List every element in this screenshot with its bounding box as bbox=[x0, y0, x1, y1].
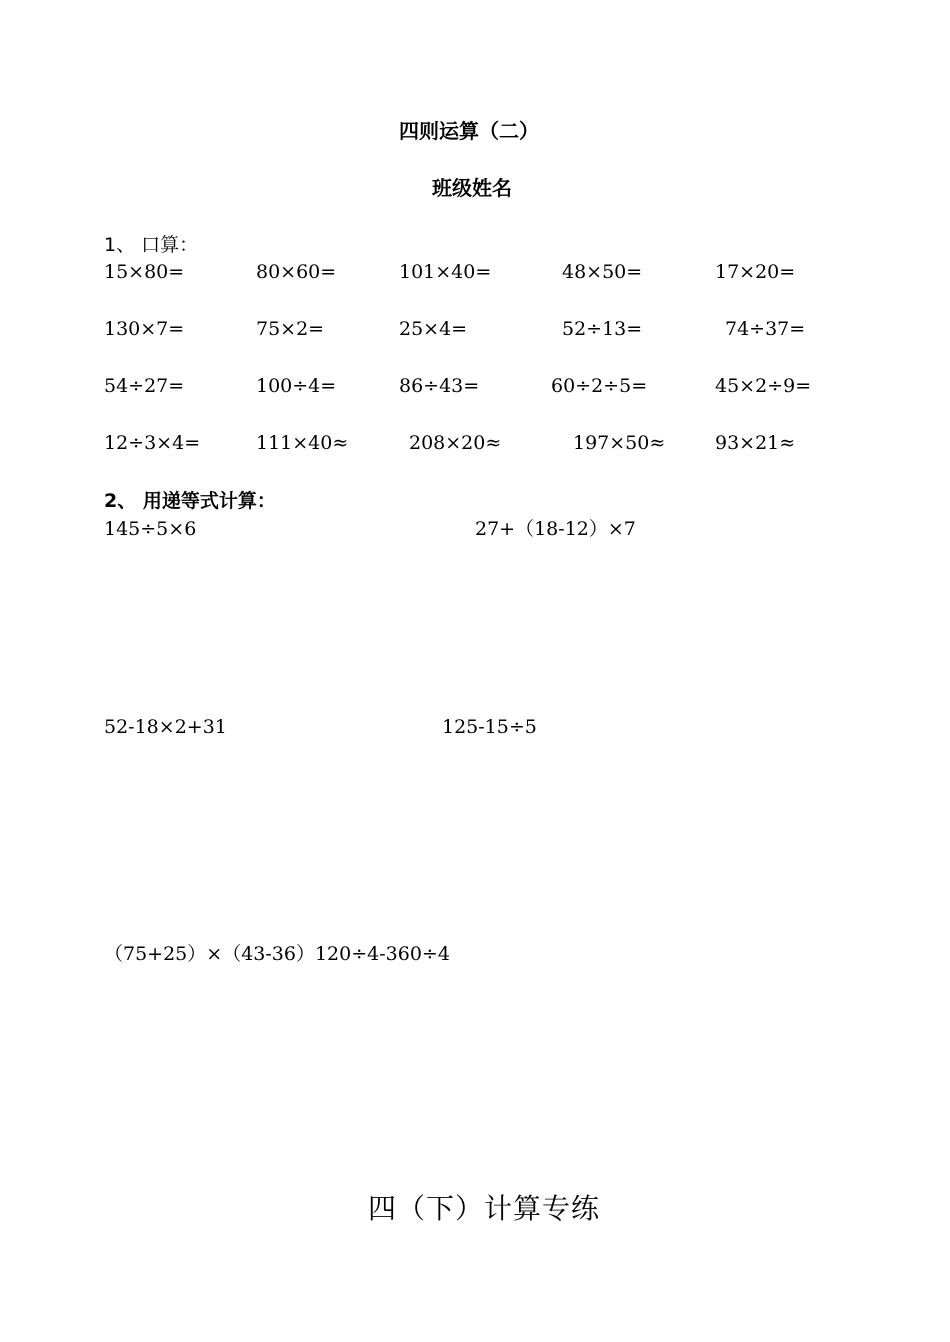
mental-math-item: 12÷3×4= bbox=[104, 432, 201, 454]
mental-math-item: 111×40≈ bbox=[256, 432, 349, 454]
mental-math-item: 93×21≈ bbox=[715, 432, 796, 454]
mental-math-item: 197×50≈ bbox=[573, 432, 666, 454]
footer-title: 四（下）计算专练 bbox=[368, 1192, 601, 1225]
mental-math-item: 86÷43= bbox=[399, 375, 480, 397]
stepwise-problem: 125-15÷5 bbox=[442, 716, 537, 738]
mental-math-item: 101×40= bbox=[399, 261, 492, 283]
mental-math-item: 75×2= bbox=[256, 318, 325, 340]
mental-math-item: 60÷2÷5= bbox=[551, 375, 648, 397]
mental-math-item: 74÷37= bbox=[725, 318, 806, 340]
section-2-heading: 2、 用递等式计算： bbox=[104, 490, 276, 512]
mental-math-item: 48×50= bbox=[562, 261, 643, 283]
class-name-label: 班级姓名 bbox=[432, 176, 512, 200]
mental-math-item: 25×4= bbox=[399, 318, 468, 340]
mental-math-item: 80×60= bbox=[256, 261, 337, 283]
stepwise-problem: 52-18×2+31 bbox=[104, 716, 227, 738]
mental-math-item: 45×2÷9= bbox=[715, 375, 812, 397]
mental-math-item: 100÷4= bbox=[256, 375, 337, 397]
mental-math-item: 208×20≈ bbox=[409, 432, 502, 454]
mental-math-item: 17×20= bbox=[715, 261, 796, 283]
stepwise-problem: 145÷5×6 bbox=[104, 518, 197, 540]
mental-math-item: 15×80= bbox=[104, 261, 185, 283]
section-1-heading: 1、 口算： bbox=[104, 234, 199, 256]
mental-math-item: 130×7= bbox=[104, 318, 185, 340]
stepwise-problem: 27+（18-12）×7 bbox=[475, 518, 636, 540]
stepwise-problem: （75+25）×（43-36）120÷4-360÷4 bbox=[104, 943, 450, 965]
worksheet-title: 四则运算（二） bbox=[399, 119, 539, 143]
mental-math-item: 52÷13= bbox=[562, 318, 643, 340]
mental-math-item: 54÷27= bbox=[104, 375, 185, 397]
